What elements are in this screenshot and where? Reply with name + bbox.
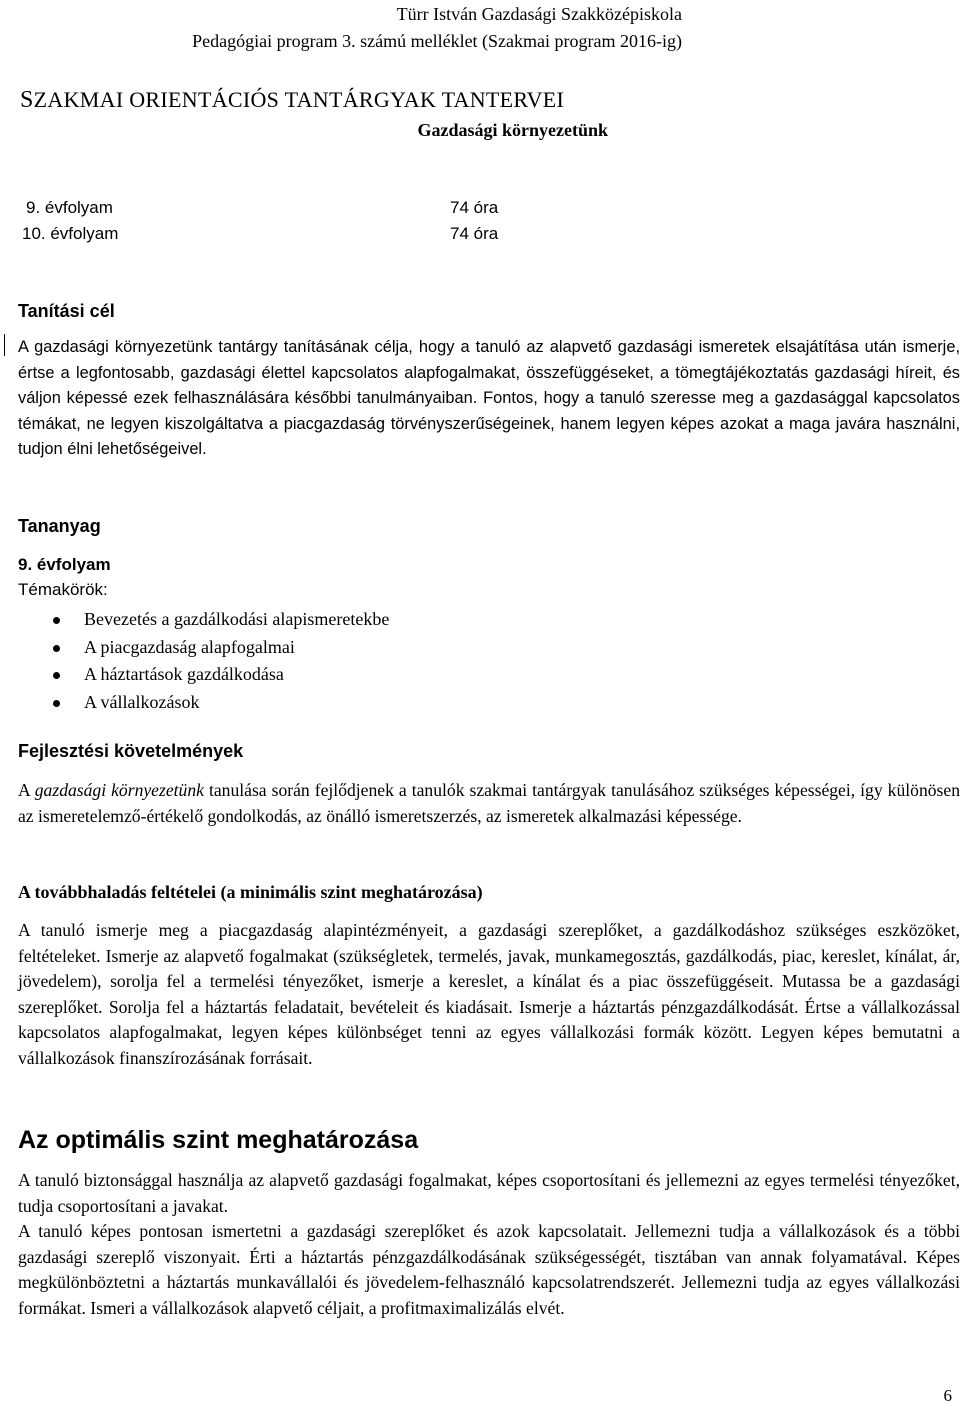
page-number: 6 bbox=[943, 1386, 952, 1405]
title-rest: ZAKMAI ORIENTÁCIÓS TANTÁRGYAK TANTERVEI bbox=[33, 87, 565, 112]
fejlesztesi-paragraph bbox=[18, 778, 960, 829]
section-heading-optimalis: Az optimális szint meghatározása bbox=[18, 1126, 419, 1154]
tanitasi-cel-paragraph bbox=[18, 335, 960, 463]
topic-text: A vállalkozások bbox=[84, 691, 200, 712]
grade-hours-9: 74 óra bbox=[450, 198, 499, 217]
header-program-line: Pedagógiai program 3. számú melléklet (Szakmai program 2016-ig) bbox=[192, 31, 682, 51]
title-initial: S bbox=[20, 87, 34, 113]
section-heading-fejlesztesi: Fejlesztési követelmények bbox=[18, 741, 244, 761]
topic-text: A háztartások gazdálkodása bbox=[84, 664, 284, 684]
list-item bbox=[50, 661, 389, 689]
optimalis-paragraphs bbox=[18, 1168, 960, 1321]
optimalis-text-2: A tanuló képes pontosan ismertetni a gazdasági szereplőket és azok kapcsolatait. Jellemezni tudja a vállalkozások és a többi gazdasági szereplő viszonyait. Érti a háztartás pénzgazdálkodásának szükségességét, tisztában van annak folyamatával. Képes megkülönböztetni a háztartás munkavállalói és jövedelem-felhasználó kapcsolatrendszerét. Jellemezni tudja az egyes vállalkozási formákat. Ismeri a vállalkozások alapvető céljait, a profitmaximalizálás elvét. bbox=[18, 1221, 960, 1318]
header-school-name: Türr István Gazdasági Szakközépiskola bbox=[396, 4, 682, 24]
bullet-icon bbox=[53, 672, 60, 679]
topic-text: Bevezetés a gazdálkodási alapismeretekbe bbox=[84, 609, 390, 629]
topics-label: Témakörök: bbox=[18, 580, 108, 599]
list-item bbox=[50, 689, 389, 717]
list-item bbox=[50, 606, 389, 634]
topics-list bbox=[50, 606, 389, 716]
section-heading-tovabbhaladas: A továbbhaladás feltételei (a minimális szint meghatározása) bbox=[18, 882, 483, 902]
section-heading-tananyag: Tananyag bbox=[18, 516, 101, 536]
tanitasi-cel-text: A gazdasági környezetünk tantárgy tanításának célja, hogy a tanuló az alapvető gazdasági ismeretek elsajátítása után ismerje, értse a legfontosabb, gazdasági élettel kapcsolatos alapfogalmakat, összefüggéseket, a tömegtájékoztatás gazdasági híreit, és váljon képessé ezek felhasználására későbbi tanulmányaiban. Fontos, hogy a tanuló szeresse meg a gazdasággal kapcsolatos témákat, ne legyen kiszolgáltatva a piacgazdaság törvényszerűségeinek, hanem legyen képes azokat a maga javára használni, tudjon élni lehetőségeivel. bbox=[18, 338, 960, 458]
topic-text: A piacgazdaság alapfogalmai bbox=[84, 636, 295, 657]
fejlesztesi-subject-italic: gazdasági környezetünk bbox=[34, 780, 204, 800]
bullet-icon bbox=[53, 617, 60, 624]
fejlesztesi-text-post: tanulása során fejlődjenek a tanulók szakmai tantárgyak tanulásához szükséges képességei, így különösen az ismeretelemző-értékelő gondolkodás, az önálló ismeretszerzés, az ismeretek alkalmazási képessége. bbox=[18, 780, 960, 826]
grade-hours-10: 74 óra bbox=[450, 224, 499, 243]
fejlesztesi-text-pre: A bbox=[18, 780, 35, 800]
document-title bbox=[20, 87, 564, 114]
bullet-icon bbox=[53, 700, 60, 707]
tovabbhaladas-paragraph bbox=[18, 918, 960, 1071]
grade-label-10: 10. évfolyam bbox=[22, 224, 119, 243]
tananyag-grade: 9. évfolyam bbox=[18, 555, 111, 574]
subject-title: Gazdasági környezetünk bbox=[417, 120, 608, 140]
list-item bbox=[50, 634, 389, 662]
section-heading-tanitasi-cel: Tanítási cél bbox=[18, 301, 115, 321]
optimalis-text-1: A tanuló biztonsággal használja az alapvető gazdasági fogalmakat, képes csoportosítani és jellemezni az egyes termelési tényezőket, tudja csoportosítani a javakat. bbox=[18, 1170, 960, 1216]
tovabbhaladas-text: A tanuló ismerje meg a piacgazdaság alapintézményeit, a gazdasági szereplőket, a gazdálkodáshoz szükséges eszközöket, feltételeket. Ismerje az alapvető fogalmakat (szükségletek, termelés, javak, munkamegosztás, gazdálkodás, piac, kereslet, kínálat, ár, jövedelem), sorolja fel a termelési tényezőket, ismerje a kereslet, a kínálat és a piac összefüggéseit. Mutassa be a gazdasági szereplőket. Sorolja fel a háztartás feladatait, bevételeit és kiadásait. Ismerje a háztartás pénzgazdálkodását. Értse a vállalkozással kapcsolatos alapfogalmakat, legyen képes különbséget tenni az egyes vállalkozási formák között. Legyen képes bemutatni a vállalkozások finanszírozásának forrásait. bbox=[18, 920, 960, 1068]
revision-marker bbox=[4, 334, 5, 356]
grade-label-9: 9. évfolyam bbox=[26, 198, 113, 217]
bullet-icon bbox=[53, 645, 60, 652]
